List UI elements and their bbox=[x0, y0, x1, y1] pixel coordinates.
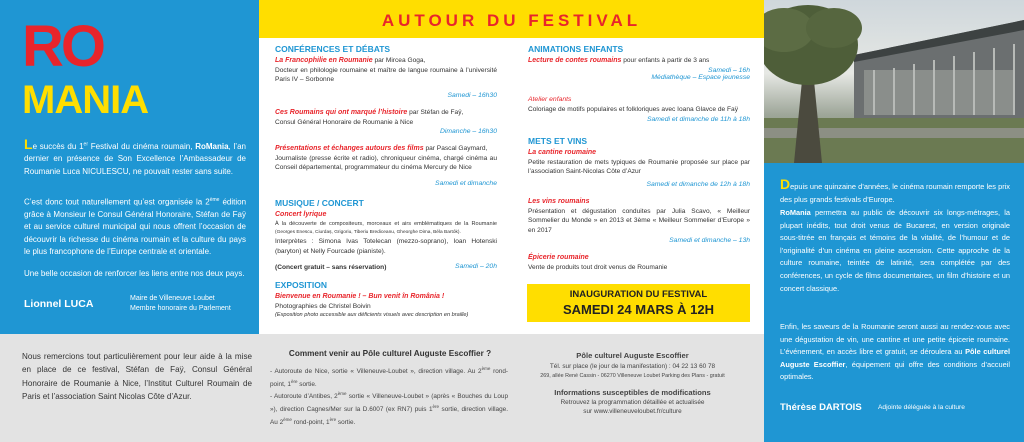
canteen-date: Samedi et dimanche de 12h à 18h bbox=[646, 181, 750, 188]
thanks-text: Nous remercions tout particulièrement pour leur aide à la mise en place de ce festival, Stéfan de Faÿ, Consul Général Honoraire de Roumanie à Nice, l’Institut Culturel Roumain de Paris et l’association Saint Nicolas Côte d’Azur. bbox=[22, 352, 252, 402]
exhibition: Bienvenue en Roumanie ! – Bun venit în România ! Photographies de Christel Boivin (Exposition photo accessible aux déficients visuels avec description en braille) bbox=[275, 293, 469, 319]
kids-workshop: Atelier enfants Coloriage de motifs populaires et folkloriques avec Ioana Glavce de Faÿ bbox=[528, 96, 739, 113]
concert-note: (Concert gratuit – sans réservation) bbox=[275, 264, 387, 271]
conference-1-date: Samedi – 16h30 bbox=[447, 92, 497, 99]
right-paragraph-2: RoMania permettra au public de découvrir six longs-métrages, la plupart inédits, tout droit venus de Bucarest, en version originale sous-titrée en français et témoins de la vitalité, de l’humour et de l’originalité d’un cinéma en pleine ascension. Cette approche de la culture roumaine, teintée de latinité, sera complétée par des conférences, un cycle de films documentaires, un film d’histoire et un concert classique. bbox=[780, 208, 1010, 293]
concert-date: Samedi – 20h bbox=[455, 263, 497, 270]
kids-heading: ANIMATIONS ENFANTS bbox=[528, 44, 624, 54]
venue-phone: Tél. sur place (le jour de la manifestation) : 04 22 13 60 78 bbox=[549, 363, 716, 370]
right-signature-role: Adjointe déléguée à la culture bbox=[878, 404, 965, 411]
inauguration-title: INAUGURATION DU FESTIVAL bbox=[569, 289, 708, 300]
venue-illustration bbox=[764, 0, 1024, 163]
kids-reading-date: Samedi – 16h Médiathèque – Espace jeunesse bbox=[651, 67, 750, 81]
right-paragraph-3: Enfin, les saveurs de la Roumanie seront aussi au rendez-vous avec une dégustation de vin, une cantine et une petite épicerie roumaine. L’événement, en accès libre et gratuit, se déroulera au Pôle culturel Auguste Escoffier, équipement qui offre des conditions d’accueil optimales. bbox=[780, 322, 1011, 382]
right-signature-name: Thérèse DARTOIS bbox=[780, 402, 862, 413]
concert: Concert lyrique À la découverte de compositeurs, morceaux et airs emblématiques de la Roumanie (Georges Enescu, Ciurdaș, Grigoriu, Tiberiu Brediceanu, Gheorghe Dima, Béla Bartók). Interprètes : Simona Ivas Totelecan (mezzo-soprano), Ioan Hotenski (baryton) et Nelly Fourcade (pianiste). bbox=[275, 211, 497, 255]
venue-name: Pôle culturel Auguste Escoffier bbox=[576, 351, 689, 360]
romania-logo-top: RO bbox=[22, 14, 103, 79]
food-heading: METS ET VINS bbox=[528, 136, 588, 146]
kids-reading: Lecture de contes roumains pour enfants à partir de 3 ans bbox=[528, 57, 710, 64]
conference-1: La Francophilie en Roumanie par Mircea Goga, Docteur en philologie roumaine et maître de langue roumaine à l’université Paris IV – Sorbonne bbox=[275, 57, 497, 84]
grocery: Épicerie roumaine Vente de produits tout droit venus de Roumanie bbox=[528, 254, 668, 271]
wines-date: Samedi et dimanche – 13h bbox=[669, 237, 750, 244]
conferences-heading: CONFÉRENCES ET DÉBATS bbox=[275, 44, 391, 54]
directions-nice: - Autoroute de Nice, sortie « Villeneuve-Loubet », direction village. Au 2ème rond-point, 1ère sortie. bbox=[270, 366, 509, 389]
directions-antibes: - Autoroute d’Antibes, 2ème sortie « Villeneuve-Loubet » (après « Bouches du Loup »), direction Cagnes/Mer sur la D.6007 (ex RN7) puis 1ère sortie, direction village. Au 2ème rond-point, 1ère sortie. bbox=[270, 391, 508, 426]
left-paragraph-1: Le succès du 1er Festival du cinéma roumain, RoMania, l’an dernier en présence de Son Excellence l’Ambassadeur de Roumanie Luca NICULESCU, ne pouvait rester sans suite. bbox=[24, 136, 246, 176]
left-signature-name: Lionnel LUCA bbox=[24, 298, 94, 310]
wines: Les vins roumains Présentation et dégustation conduites par Julia Scavo, « Meilleur Sommelier du Monde » en 2013 et 3ème « Meilleur Sommelier d’Europe » en 2017 bbox=[528, 198, 750, 234]
conference-3: Présentations et échanges autours des films par Pascal Gaymard, Journaliste (presse écrite et radio), chroniqueur cinéma, chargé cinéma au Conseil départemental, programmateur du cinéma Mercury de Nice bbox=[275, 145, 497, 172]
left-signature-role: Maire de Villeneuve Loubet Membre honoraire du Parlement bbox=[130, 295, 231, 312]
canteen: La cantine roumaine Petite restauration de mets typiques de Roumanie proposée sur place par l’association Saint-Nicolas Côte d’Azur bbox=[528, 149, 750, 176]
conference-2: Ces Roumains qui ont marqué l’histoire par Stéfan de Faÿ, Consul Général Honoraire de Roumanie à Nice bbox=[275, 109, 464, 126]
directions-title: Comment venir au Pôle culturel Auguste Escoffier ? bbox=[288, 349, 492, 358]
conference-2-date: Dimanche – 16h30 bbox=[439, 128, 497, 135]
music-heading: MUSIQUE / CONCERT bbox=[275, 198, 364, 208]
right-paragraph-1: Depuis une quinzaine d’années, le cinéma roumain remporte les prix des plus grands festivals d’Europe. bbox=[780, 176, 1010, 204]
festival-venue-photo bbox=[764, 0, 1024, 163]
romania-logo-bottom: MANIA bbox=[22, 78, 149, 122]
inauguration-date: SAMEDI 24 MARS À 12H bbox=[563, 302, 714, 317]
info-title: Informations susceptibles de modifications bbox=[554, 388, 711, 397]
left-paragraph-3: Une belle occasion de renforcer les liens entre nos deux pays. bbox=[24, 269, 245, 278]
website-link[interactable]: sur www.villeneuveloubet.fr/culture bbox=[583, 408, 682, 415]
info-line-1: Retrouvez la programmation détaillée et actualisée bbox=[560, 399, 705, 406]
kids-workshop-date: Samedi et dimanche de 11h à 18h bbox=[646, 116, 750, 123]
page-title: AUTOUR DU FESTIVAL bbox=[381, 11, 642, 30]
left-paragraph-2: C’est donc tout naturellement qu’est organisée la 2ème édition grâce à Monsieur le Consul Général Honoraire, Stéfan de Faÿ et au service culturel municipal qui nous offrent l’occasion de découvrir la richesse du cinéma roumain et la culture du pays le plus francophone de l’Europe centrale et orientale. bbox=[24, 197, 247, 256]
venue-address: 269, allée René Cassin - 06270 Villeneuve Loubet Parking des Plans - gratuit bbox=[540, 373, 725, 379]
conference-3-date: Samedi et dimanche bbox=[435, 180, 497, 187]
exhibition-heading: EXPOSITION bbox=[275, 280, 327, 290]
